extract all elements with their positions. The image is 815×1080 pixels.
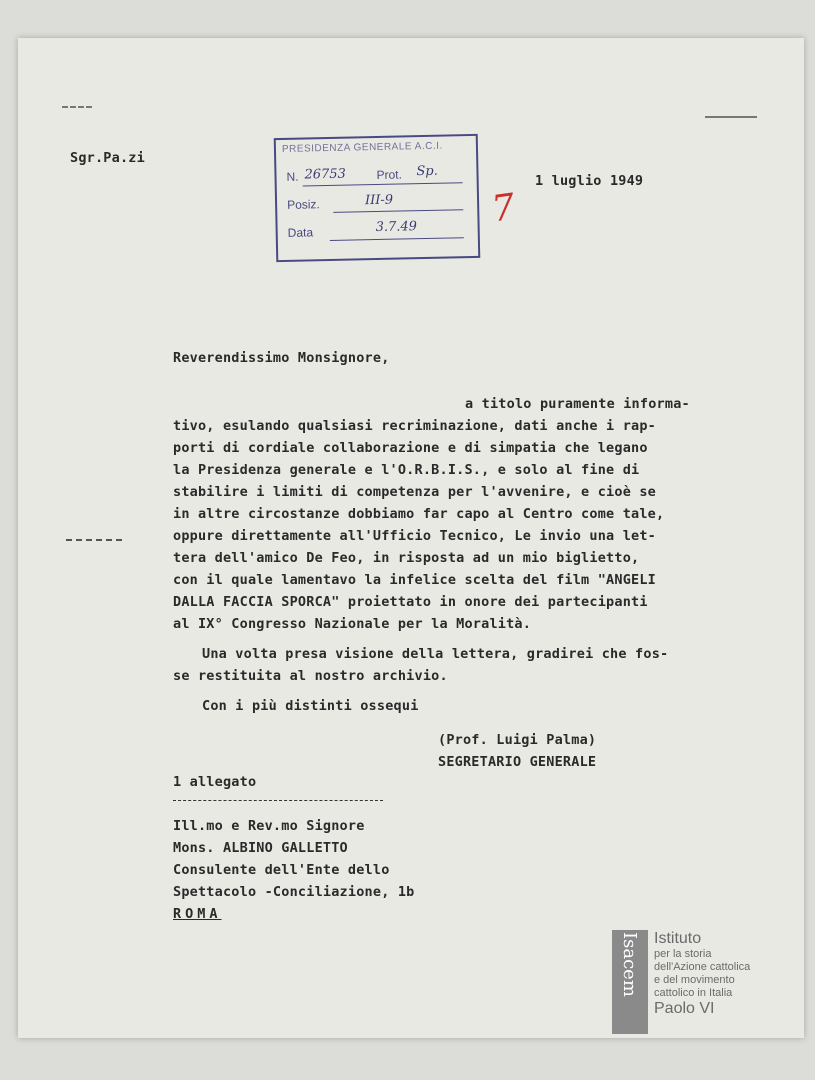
recipient-line: Ill.mo e Rev.mo Signore xyxy=(173,818,365,834)
logo-mark xyxy=(612,930,648,1034)
body-line: porti di cordiale collaborazione e di simpatia che legano xyxy=(173,440,648,456)
stamp-prot-label: Prot. xyxy=(376,167,403,183)
logo-text xyxy=(654,930,750,1018)
stamp-posiz-label: Posiz. xyxy=(286,197,320,212)
body-line: stabilire i limiti di competenza per l'avvenire, e cioè se xyxy=(173,484,657,500)
margin-mark xyxy=(66,539,122,541)
body-line: DALLA FACCIA SPORCA" proiettato in onore dei partecipanti xyxy=(173,594,648,610)
recipient-line: Spettacolo -Conciliazione, 1b xyxy=(173,884,415,900)
stamp-n-label: N. xyxy=(286,169,299,184)
salutation: Reverendissimo Monsignore, xyxy=(173,350,390,366)
body-line: al IX° Congresso Nazionale per la Moralità. xyxy=(173,616,532,632)
letter-date: 1 luglio 1949 xyxy=(535,173,644,189)
margin-mark xyxy=(62,106,92,108)
logo-glyphs: Isacem xyxy=(619,932,640,997)
body-line: in altre circostanze dobbiamo far capo al Centro come tale, xyxy=(173,506,665,522)
body-line: tivo, esulando qualsiasi recriminazione, dati anche i rap- xyxy=(173,418,657,434)
stamp-n-value: 26753 xyxy=(304,166,347,183)
logo-line: Paolo VI xyxy=(654,1000,715,1017)
logo-line: e del movimento xyxy=(654,974,735,986)
attachment-note: 1 allegato xyxy=(173,774,257,790)
protocol-stamp xyxy=(274,134,481,262)
body-line: con il quale lamentavo la infelice scelta del film "ANGELI xyxy=(173,572,657,588)
logo-line: Istituto xyxy=(654,930,702,947)
stamp-title: PRESIDENZA GENERALE A.C.I. xyxy=(281,140,443,155)
reference-code: Sgr.Pa.zi xyxy=(70,150,145,166)
logo-line: cattolico in Italia xyxy=(654,987,733,999)
divider xyxy=(173,800,383,801)
body-line: a titolo puramente informa- xyxy=(465,396,690,412)
stamp-prot-value: Sp. xyxy=(416,163,438,180)
signer-name: (Prof. Luigi Palma) xyxy=(438,732,597,748)
margin-mark xyxy=(705,116,757,118)
archive-logo xyxy=(612,930,762,1034)
stamp-posiz-value: III-9 xyxy=(364,192,394,209)
body-line: Una volta presa visione della lettera, gradirei che fos- xyxy=(202,646,669,662)
recipient-city: ROMA xyxy=(173,906,222,922)
body-line: se restituita al nostro archivio. xyxy=(173,668,448,684)
signer-title: SEGRETARIO GENERALE xyxy=(438,754,597,770)
body-line: la Presidenza generale e l'O.R.B.I.S., e solo al fine di xyxy=(173,462,640,478)
red-handwritten-mark: 7 xyxy=(489,186,518,231)
body-line: tera dell'amico De Feo, in risposta ad un mio biglietto, xyxy=(173,550,640,566)
stamp-data-value: 3.7.49 xyxy=(375,219,418,236)
closing: Con i più distinti ossequi xyxy=(202,698,419,714)
stamp-data-label: Data xyxy=(287,225,314,240)
logo-line: dell'Azione cattolica xyxy=(654,961,751,973)
body-line: oppure direttamente all'Ufficio Tecnico, Le invio una let- xyxy=(173,528,657,544)
recipient-line: Consulente dell'Ente dello xyxy=(173,862,390,878)
logo-line: per la storia xyxy=(654,948,712,960)
recipient-line: Mons. ALBINO GALLETTO xyxy=(173,840,348,856)
